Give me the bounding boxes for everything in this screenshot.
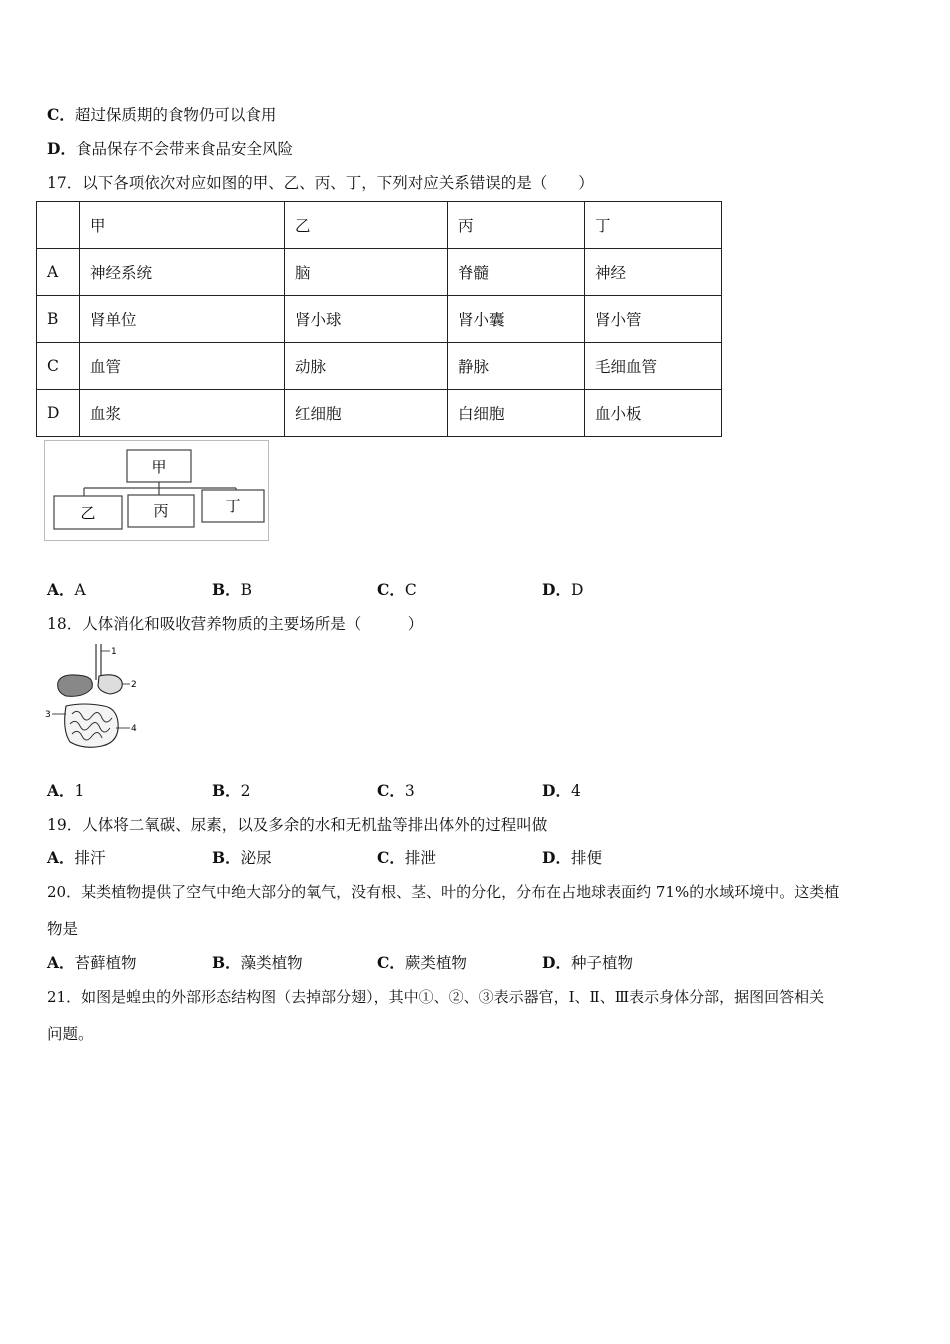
q19-option-b: B．泌尿 bbox=[212, 848, 272, 867]
figure-label: 1 bbox=[111, 647, 117, 657]
table-row bbox=[37, 390, 722, 437]
q17-option-c: C．C bbox=[377, 580, 417, 599]
q20-option-b: B．藻类植物 bbox=[212, 953, 303, 972]
diagram-label-middle: 丙 bbox=[153, 502, 169, 520]
diagram-label-top: 甲 bbox=[151, 458, 167, 476]
table-cell: 神经 bbox=[585, 249, 722, 296]
table-cell: 红细胞 bbox=[285, 390, 448, 437]
table-cell: C bbox=[37, 343, 80, 390]
table-cell: 肾单位 bbox=[80, 296, 285, 343]
q20-option-c: C．蕨类植物 bbox=[377, 953, 467, 972]
q16-option-d: D．食品保存不会带来食品安全风险 bbox=[47, 139, 293, 158]
table-cell: 丁 bbox=[585, 202, 722, 249]
table-cell: 动脉 bbox=[285, 343, 448, 390]
q19-option-c: C．排泄 bbox=[377, 848, 436, 867]
digestive-system-figure bbox=[44, 642, 144, 757]
q16-option-c: C．超过保质期的食物仍可以食用 bbox=[47, 105, 277, 124]
table-cell: 毛细血管 bbox=[585, 343, 722, 390]
table-cell: 血管 bbox=[80, 343, 285, 390]
q20-option-a: A．苔藓植物 bbox=[47, 953, 137, 972]
table-row bbox=[37, 343, 722, 390]
table-cell: 静脉 bbox=[448, 343, 585, 390]
diagram-label-right: 丁 bbox=[225, 497, 241, 515]
table-cell: 肾小管 bbox=[585, 296, 722, 343]
figure-label: 2 bbox=[131, 680, 137, 690]
q20-stem-line2: 物是 bbox=[47, 920, 79, 938]
table-cell: 神经系统 bbox=[80, 249, 285, 296]
table-cell: 血小板 bbox=[585, 390, 722, 437]
q17-option-b: B．B bbox=[212, 580, 252, 599]
table-cell: 脊髓 bbox=[448, 249, 585, 296]
table-row bbox=[37, 249, 722, 296]
q19-option-d: D．排便 bbox=[542, 848, 602, 867]
q17-option-d: D．D bbox=[542, 580, 584, 599]
figure-label: 3 bbox=[45, 710, 51, 720]
hierarchy-diagram bbox=[44, 440, 270, 542]
q18-option-b: B．2 bbox=[212, 781, 251, 800]
table-cell: 血浆 bbox=[80, 390, 285, 437]
q18-option-d: D．4 bbox=[542, 781, 581, 800]
table-cell: 肾小球 bbox=[285, 296, 448, 343]
table-cell: 脑 bbox=[285, 249, 448, 296]
q18-stem: 18．人体消化和吸收营养物质的主要场所是（ ） bbox=[47, 615, 424, 633]
q20-stem-line1: 20．某类植物提供了空气中绝大部分的氧气，没有根、茎、叶的分化，分布在占地球表面约 71%的水域环境中。这类植 bbox=[47, 883, 840, 901]
q20-option-d: D．种子植物 bbox=[542, 953, 633, 972]
q17-table bbox=[36, 201, 722, 437]
table-cell bbox=[37, 202, 80, 249]
table-cell: B bbox=[37, 296, 80, 343]
table-cell: 肾小囊 bbox=[448, 296, 585, 343]
q17-stem: 17．以下各项依次对应如图的甲、乙、丙、丁，下列对应关系错误的是（ ） bbox=[47, 174, 594, 192]
table-cell: 甲 bbox=[80, 202, 285, 249]
table-row bbox=[37, 296, 722, 343]
table-cell: 丙 bbox=[448, 202, 585, 249]
table-header-row bbox=[37, 202, 722, 249]
diagram-label-left: 乙 bbox=[80, 504, 96, 522]
q17-option-a: A．A bbox=[47, 580, 86, 599]
q18-option-c: C．3 bbox=[377, 781, 415, 800]
table-cell: 白细胞 bbox=[448, 390, 585, 437]
q21-stem-line2: 问题。 bbox=[47, 1025, 94, 1043]
q19-option-a: A．排汗 bbox=[47, 848, 106, 867]
q18-option-a: A．1 bbox=[47, 781, 85, 800]
table-cell: 乙 bbox=[285, 202, 448, 249]
table-cell: D bbox=[37, 390, 80, 437]
table-cell: A bbox=[37, 249, 80, 296]
q21-stem-line1: 21．如图是蝗虫的外部形态结构图（去掉部分翅），其中①、②、③表示器官，Ⅰ、Ⅱ、Ⅲ表示身体分部，据图回答相关 bbox=[47, 988, 825, 1006]
figure-label: 4 bbox=[131, 724, 137, 734]
q19-stem: 19．人体将二氧碳、尿素，以及多余的水和无机盐等排出体外的过程叫做 bbox=[47, 816, 548, 834]
